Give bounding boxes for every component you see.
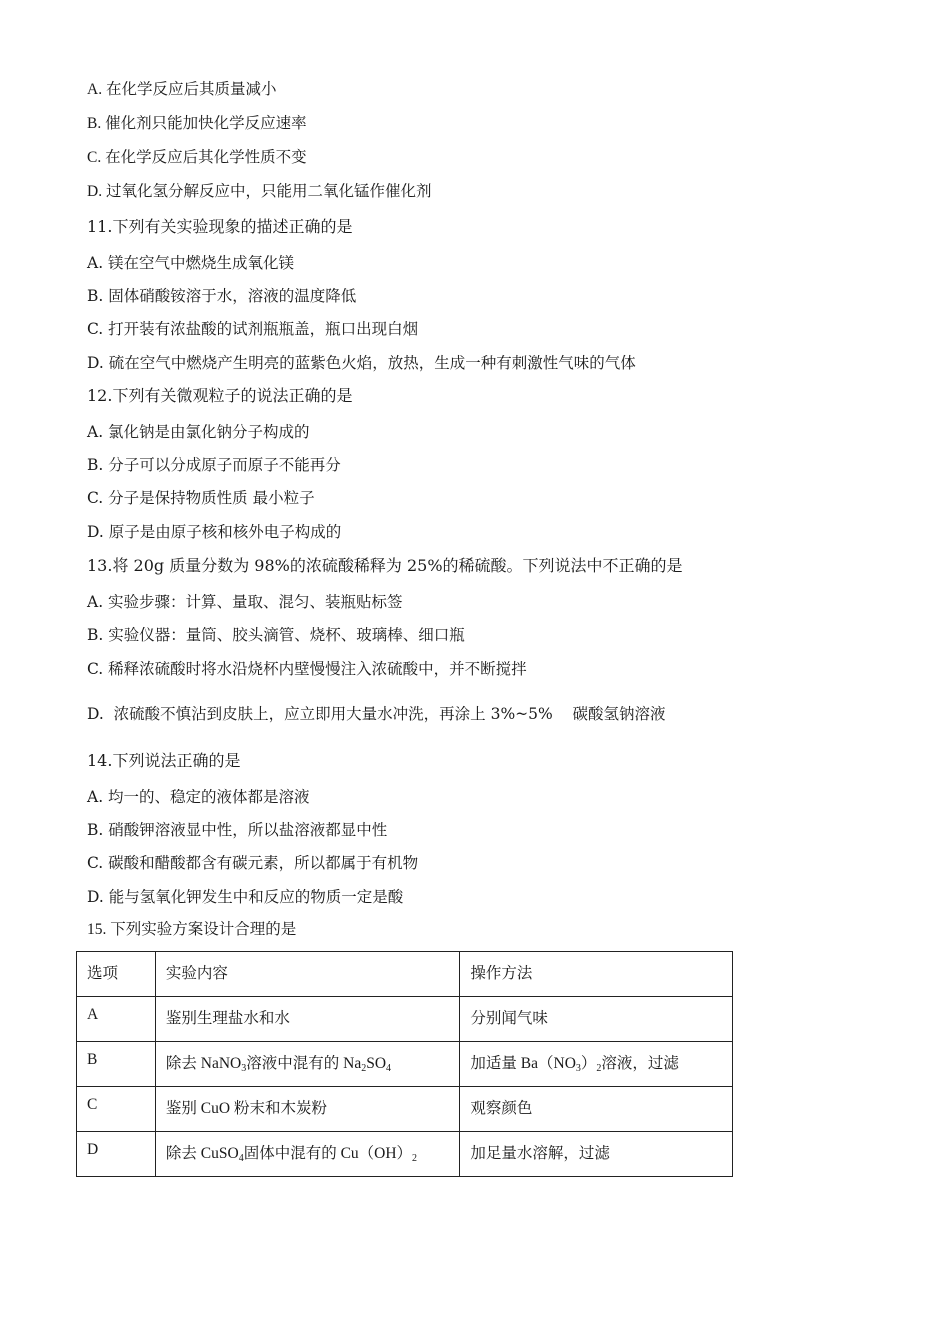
- row-option: A: [77, 997, 156, 1042]
- row-method: 分别闻气味: [460, 997, 733, 1042]
- table-row: [77, 1087, 733, 1132]
- table-row: [77, 1132, 733, 1177]
- row-content: 鉴别生理盐水和水: [155, 997, 460, 1042]
- q11-option-d: D. 硫在空气中燃烧产生明亮的蓝紫色火焰，放热，生成一种有刺激性气味的气体: [87, 354, 636, 372]
- q13-option-c: C. 稀释浓硫酸时将水沿烧杯内壁慢慢注入浓硫酸中，并不断搅拌: [87, 660, 527, 678]
- row-option: D: [77, 1132, 156, 1177]
- q11-option-a: A. 镁在空气中燃烧生成氧化镁: [87, 254, 295, 272]
- table-row: [77, 1042, 733, 1087]
- q12-option-a: A. 氯化钠是由氯化钠分子构成的: [87, 423, 310, 441]
- experiment-table: [76, 951, 733, 1177]
- q13-option-b: B. 实验仪器：量筒、胶头滴管、烧杯、玻璃棒、细口瓶: [87, 626, 465, 644]
- table-header-row: [77, 952, 733, 997]
- row-option: B: [77, 1042, 156, 1087]
- row-method: 观察颜色: [460, 1087, 733, 1132]
- q11-stem: 11.下列有关实验现象的描述正确的是: [87, 217, 353, 236]
- q10-option-d: D. 过氧化氢分解反应中，只能用二氧化锰作催化剂: [87, 183, 432, 200]
- q13-stem: 13.将 20g 质量分数为 98%的浓硫酸稀释为 25%的稀硫酸。下列说法中不正确的是: [87, 556, 683, 575]
- row-option: C: [77, 1087, 156, 1132]
- q14-option-c: C. 碳酸和醋酸都含有碳元素，所以都属于有机物: [87, 854, 419, 872]
- header-method: 操作方法: [460, 952, 733, 997]
- q10-option-a: A. 在化学反应后其质量减小: [87, 81, 277, 98]
- q13-option-a: A. 实验步骤：计算、量取、混匀、装瓶贴标签: [87, 593, 403, 611]
- q14-option-a: A. 均一的、稳定的液体都是溶液: [87, 788, 310, 806]
- q10-option-b: B. 催化剂只能加快化学反应速率: [87, 115, 307, 132]
- q12-option-d: D. 原子是由原子核和核外电子构成的: [87, 523, 342, 541]
- row-content: 除去 CuSO$_4$固体中混有的 $Cu(OH)_2$: [155, 1132, 460, 1177]
- row-method: 加适量 $Ba(NO_3)_2$溶液，过滤: [460, 1042, 733, 1087]
- q10-option-c: C. 在化学反应后其化学性质不变: [87, 149, 307, 166]
- table-row: [77, 997, 733, 1042]
- q11-option-c: C. 打开装有浓盐酸的试剂瓶瓶盖，瓶口出现白烟: [87, 320, 419, 338]
- q15-stem: 15. 下列实验方案设计合理的是: [87, 921, 297, 938]
- row-content: 鉴别 CuO 粉末和木炭粉: [155, 1087, 460, 1132]
- q12-option-c: C. 分子是保持物质性质 最小粒子: [87, 489, 315, 507]
- row-method: 加足量水溶解，过滤: [460, 1132, 733, 1177]
- header-content: 实验内容: [155, 952, 460, 997]
- q13-option-d: D. 浓硫酸不慎沾到皮肤上，应立即用大量水冲洗，再涂上 3%~5% 碳酸氢钠溶液: [87, 705, 666, 723]
- q11-option-b: B. 固体硝酸铵溶于水，溶液的温度降低: [87, 287, 357, 305]
- row-content: 除去 NaNO$_3$溶液中混有的 $Na_2SO_4$: [155, 1042, 460, 1087]
- q12-stem: 12.下列有关微观粒子的说法正确的是: [87, 386, 353, 405]
- header-option: 选项: [77, 952, 156, 997]
- q14-option-d: D. 能与氢氧化钾发生中和反应的物质一定是酸: [87, 888, 404, 906]
- q12-option-b: B. 分子可以分成原子而原子不能再分: [87, 456, 341, 474]
- q14-stem: 14.下列说法正确的是: [87, 751, 241, 770]
- q14-option-b: B. 硝酸钾溶液显中性，所以盐溶液都显中性: [87, 821, 388, 839]
